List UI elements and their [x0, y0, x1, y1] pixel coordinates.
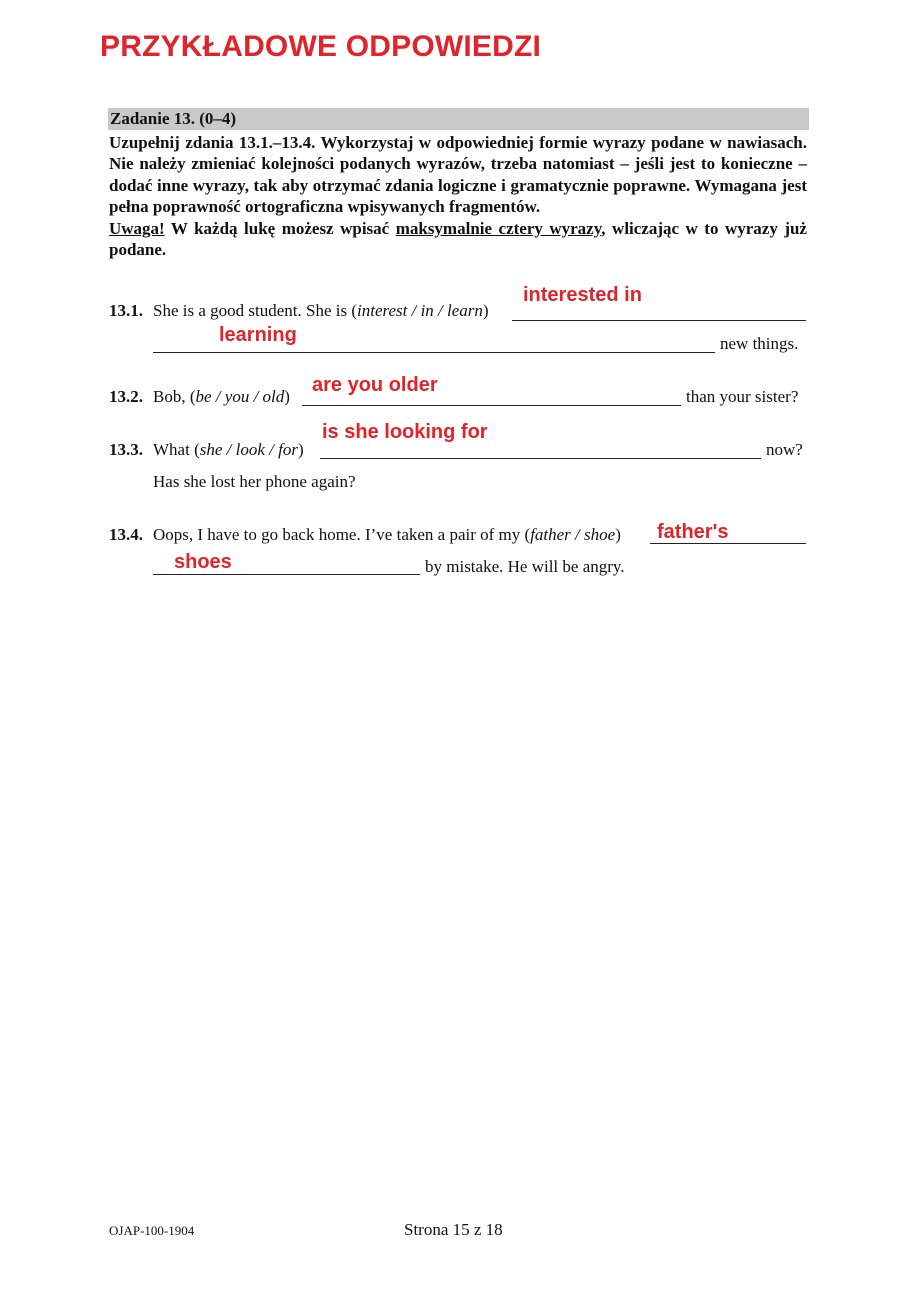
item-hint: interest / in / learn: [357, 301, 483, 320]
answer-blank[interactable]: [153, 574, 420, 575]
item-number: 13.1.: [109, 301, 143, 320]
item-sentence: Bob, (be / you / old): [153, 387, 290, 406]
item-sentence-end: by mistake. He will be angry.: [425, 557, 625, 576]
item-sentence: Oops, I have to go back home. I’ve taken a pair of my (father / shoe): [153, 525, 621, 544]
answers-heading: PRZYKŁADOWE ODPOWIEDZI: [100, 30, 542, 63]
item-sentence-end: new things.: [720, 334, 799, 353]
handwritten-answer: father's: [657, 521, 729, 543]
note-text-2: , wliczając w to wyrazy już podane.: [109, 218, 807, 260]
item-hint: she / look / for: [199, 440, 298, 459]
answer-blank[interactable]: [320, 458, 761, 459]
item-number: 13.2.: [109, 387, 143, 406]
instructions-main: Uzupełnij zdania 13.1.–13.4. Wykorzystaj w odpowiedniej formie wyrazy podane w nawiasach. Nie należy zmieniać kolejności podanych wyrazów, trzeba natomiast – jeśli jest to konieczne – dodać inne wyrazy, tak aby otrzymać zdania logiczne i gramatycznie poprawne. Wymagana jest pełna poprawność ortograficzna wpisywanych fragmentów.: [109, 133, 807, 217]
note-label: Uwaga!: [109, 218, 165, 238]
handwritten-answer: are you older: [312, 374, 438, 396]
item-sentence: She is a good student. She is (interest / in / learn): [153, 301, 489, 320]
answer-blank[interactable]: [302, 405, 681, 406]
item-hint: be / you / old: [195, 387, 285, 406]
note-text-1: W każdą lukę możesz wpisać: [164, 218, 396, 238]
handwritten-answer: shoes: [174, 551, 232, 573]
item-number: 13.4.: [109, 525, 143, 544]
item-sentence: What (she / look / for): [153, 440, 304, 459]
task-header: [108, 108, 809, 130]
handwritten-answer: learning: [219, 324, 297, 346]
item-hint: father / shoe: [530, 525, 616, 544]
item-followup: Has she lost her phone again?: [153, 472, 356, 491]
task-title: Zadanie 13. (0–4): [110, 109, 237, 128]
handwritten-answer: interested in: [523, 284, 642, 306]
answer-blank[interactable]: [512, 320, 806, 321]
answer-blank[interactable]: [153, 352, 715, 353]
exam-code: OJAP-100-1904: [109, 1223, 195, 1238]
item-sentence-end: than your sister?: [686, 387, 799, 406]
note-emphasis: maksymalnie cztery wyrazy: [395, 218, 602, 238]
page-number: Strona 15 z 18: [404, 1220, 503, 1239]
handwritten-answer: is she looking for: [322, 421, 488, 443]
task-instructions: [109, 132, 807, 260]
item-number: 13.3.: [109, 440, 143, 459]
item-sentence-end: now?: [766, 440, 803, 459]
